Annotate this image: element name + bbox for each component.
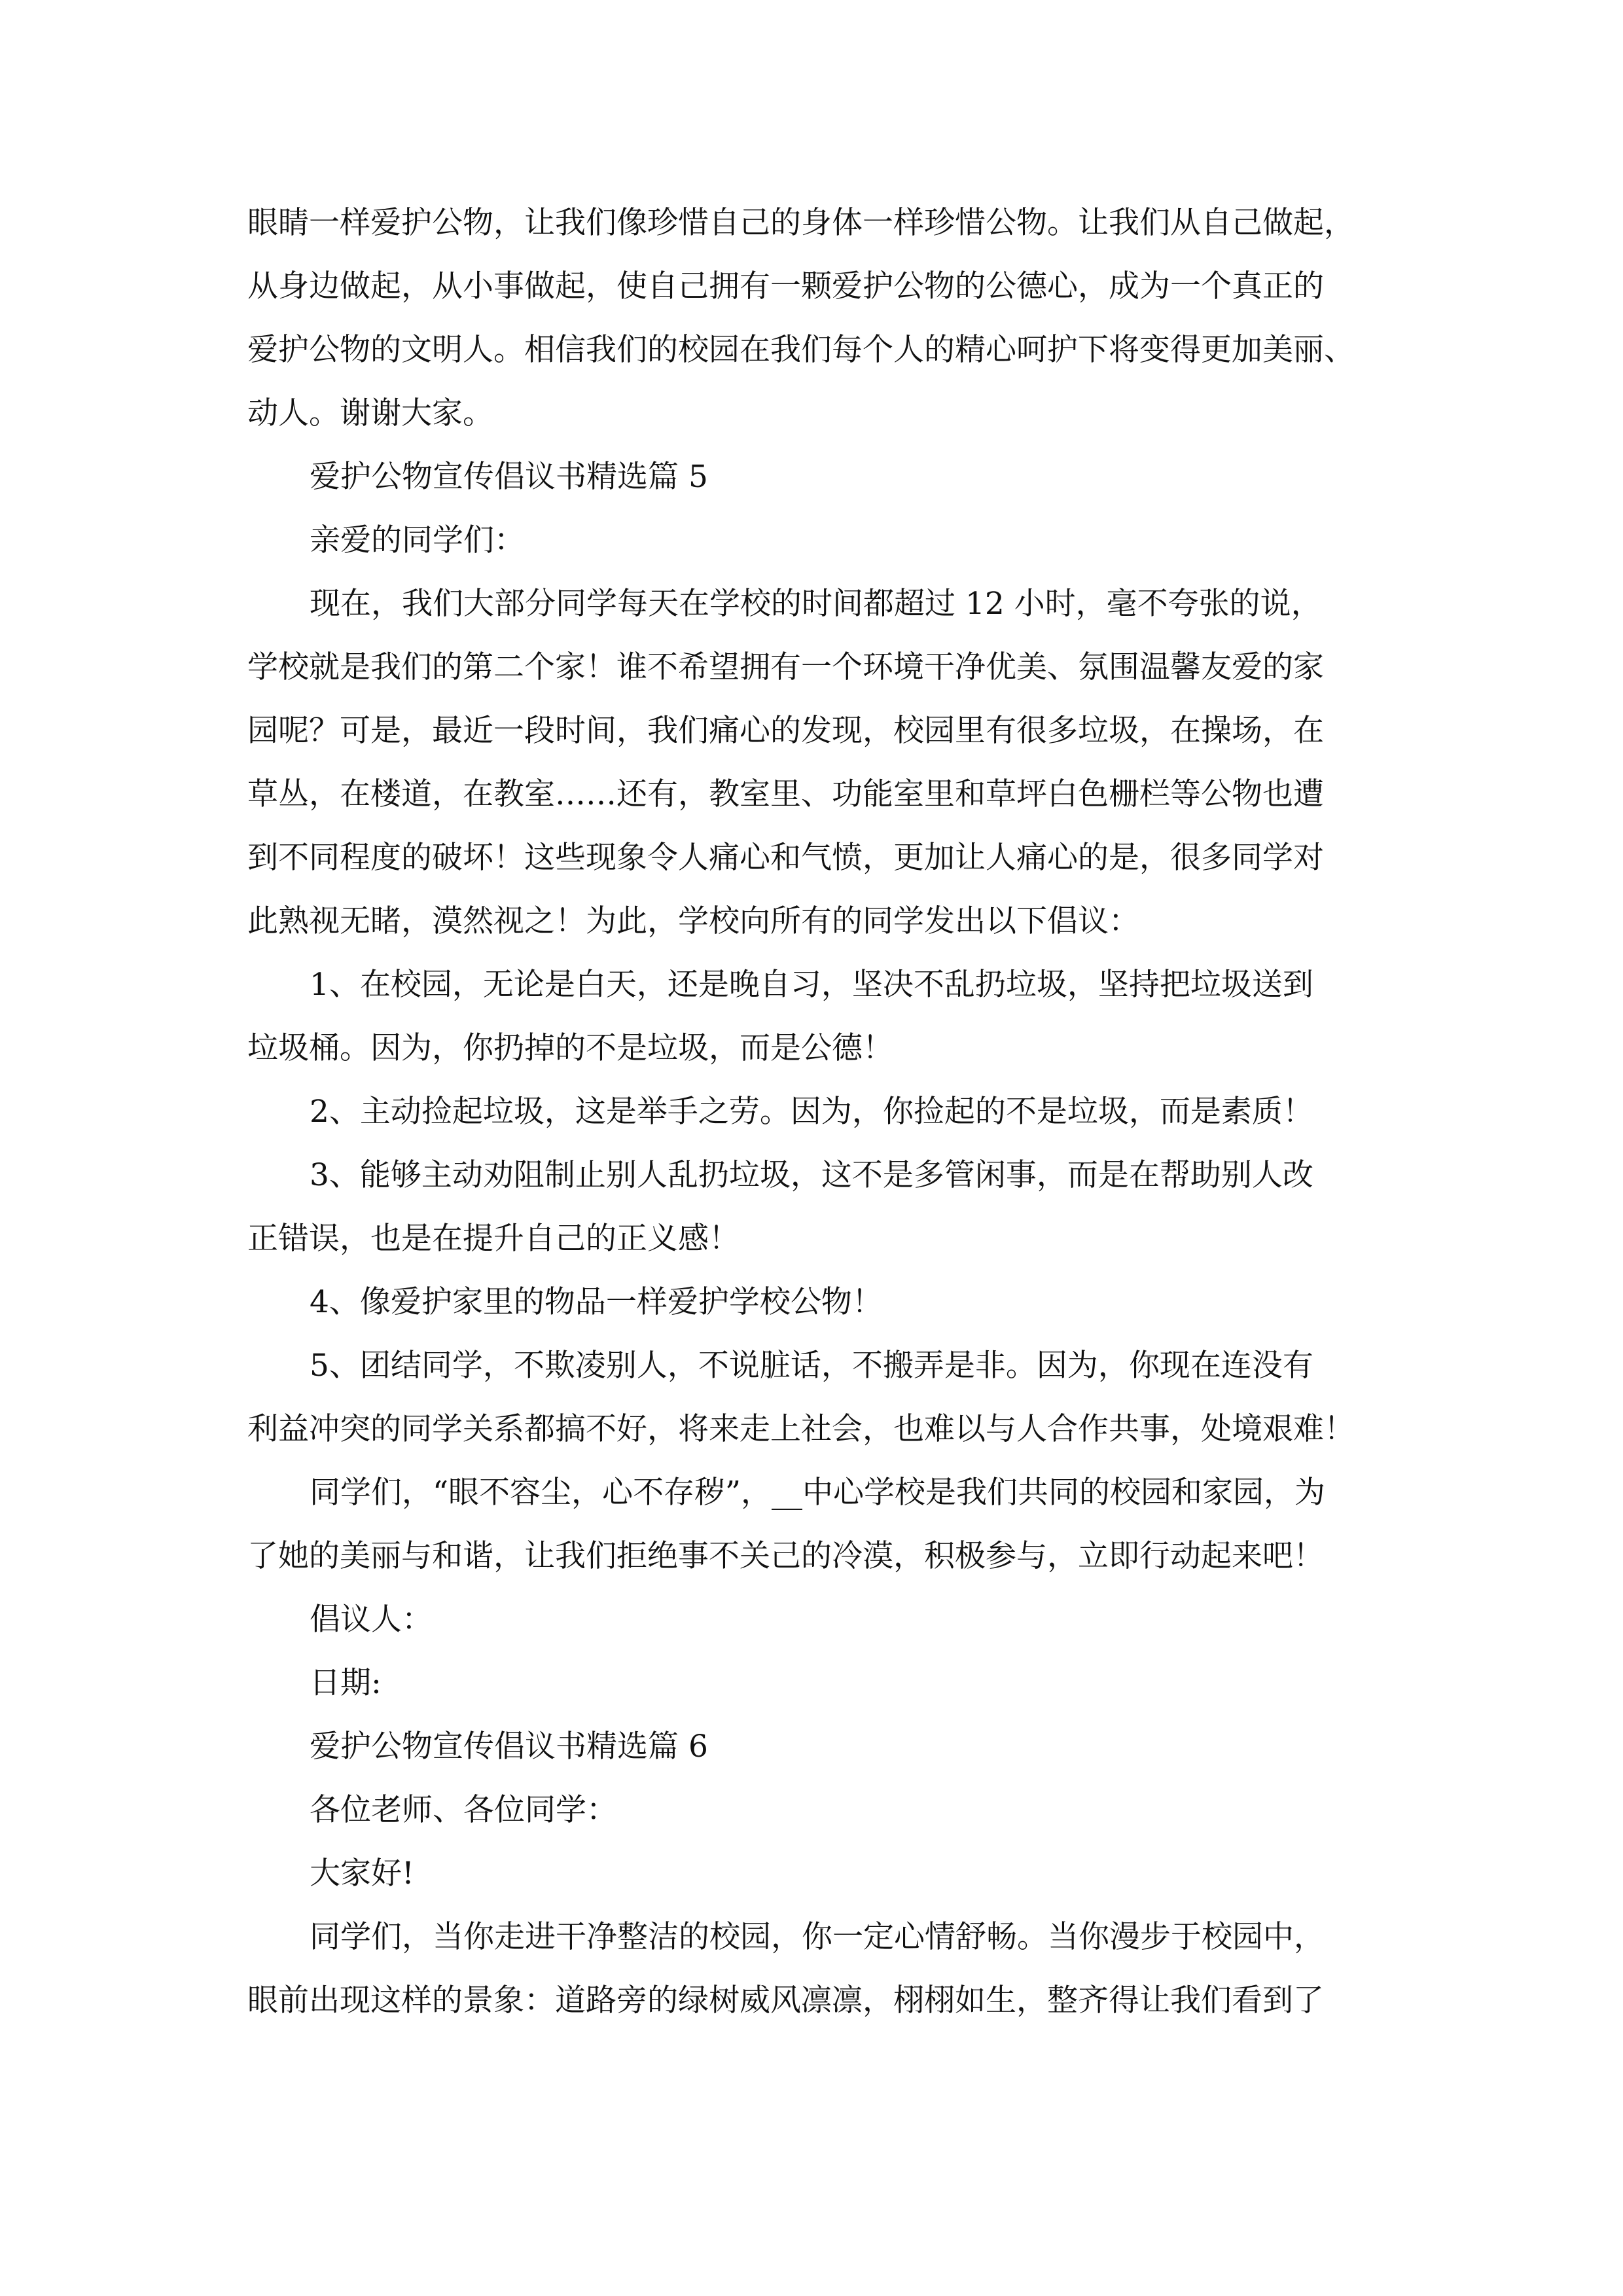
list-item-line: 正错误，也是在提升自己的正义感！ (247, 1221, 740, 1257)
list-item-line: 3、能够主动劝阻制止别人乱扔垃圾，这不是多管闲事，而是在帮助别人改 (310, 1157, 1313, 1193)
body-text-line: 动人。谢谢大家。 (247, 395, 493, 431)
date-label: 日期: (310, 1665, 382, 1701)
salutation: 各位老师、各位同学： (310, 1792, 617, 1828)
list-item-line: 4、像爱护家里的物品一样爱护学校公物！ (310, 1284, 883, 1320)
body-text-line: 从身边做起，从小事做起，使自己拥有一颗爱护公物的公德心，成为一个真正的 (247, 268, 1324, 304)
body-text-line: 到不同程度的破坏！这些现象令人痛心和气愤，更加让人痛心的是，很多同学对 (247, 840, 1324, 876)
section-heading: 爱护公物宣传倡议书精选篇 5 (310, 459, 708, 495)
list-item-line: 2、主动捡起垃圾，这是举手之劳。因为，你捡起的不是垃圾，而是素质！ (310, 1094, 1313, 1130)
body-text-line: 学校就是我们的第二个家！谁不希望拥有一个环境干净优美、氛围温馨友爱的家 (247, 649, 1324, 685)
greeting: 大家好! (310, 1856, 414, 1892)
body-text-line: 此熟视无睹，漠然视之！为此，学校向所有的同学发出以下倡议： (247, 903, 1139, 939)
body-text-line: 爱护公物的文明人。相信我们的校园在我们每个人的精心呵护下将变得更加美丽、 (247, 332, 1355, 368)
list-item-line: 1、在校园，无论是白天，还是晚自习，坚决不乱扔垃圾，坚持把垃圾送到 (310, 967, 1313, 1003)
salutation: 亲爱的同学们： (310, 522, 525, 558)
section-heading: 爱护公物宣传倡议书精选篇 6 (310, 1729, 708, 1765)
body-text-line: 眼前出现这样的景象：道路旁的绿树威风凛凛，栩栩如生，整齐得让我们看到了 (247, 1982, 1324, 2018)
body-text-line: 草丛，在楼道，在教室……还有，教室里、功能室里和草坪白色栅栏等公物也遭 (247, 776, 1324, 812)
signature-label: 倡议人： (310, 1602, 433, 1638)
list-item-line: 利益冲突的同学关系都搞不好，将来走上社会，也难以与人合作共事，处境艰难！ (247, 1411, 1355, 1447)
body-text-line: 现在，我们大部分同学每天在学校的时间都超过 12 小时，毫不夸张的说， (310, 586, 1322, 622)
list-item-line: 垃圾桶。因为，你扔掉的不是垃圾，而是公德！ (247, 1030, 893, 1066)
body-text-line: 同学们，当你走进干净整洁的校园，你一定心情舒畅。当你漫步于校园中， (310, 1919, 1325, 1955)
list-item-line: 5、团结同学，不欺凌别人，不说脏话，不搬弄是非。因为，你现在连没有 (310, 1348, 1313, 1384)
body-text-line: 了她的美丽与和谐，让我们拒绝事不关己的冷漠，积极参与，立即行动起来吧！ (247, 1538, 1324, 1574)
body-text-line: 园呢？可是，最近一段时间，我们痛心的发现，校园里有很多垃圾，在操场，在 (247, 713, 1324, 749)
body-text-line: 同学们，“眼不容尘，心不存秽”，__中心学校是我们共同的校园和家园，为 (310, 1475, 1326, 1511)
body-text-line: 眼睛一样爱护公物，让我们像珍惜自己的身体一样珍惜公物。让我们从自己做起， (247, 205, 1355, 241)
